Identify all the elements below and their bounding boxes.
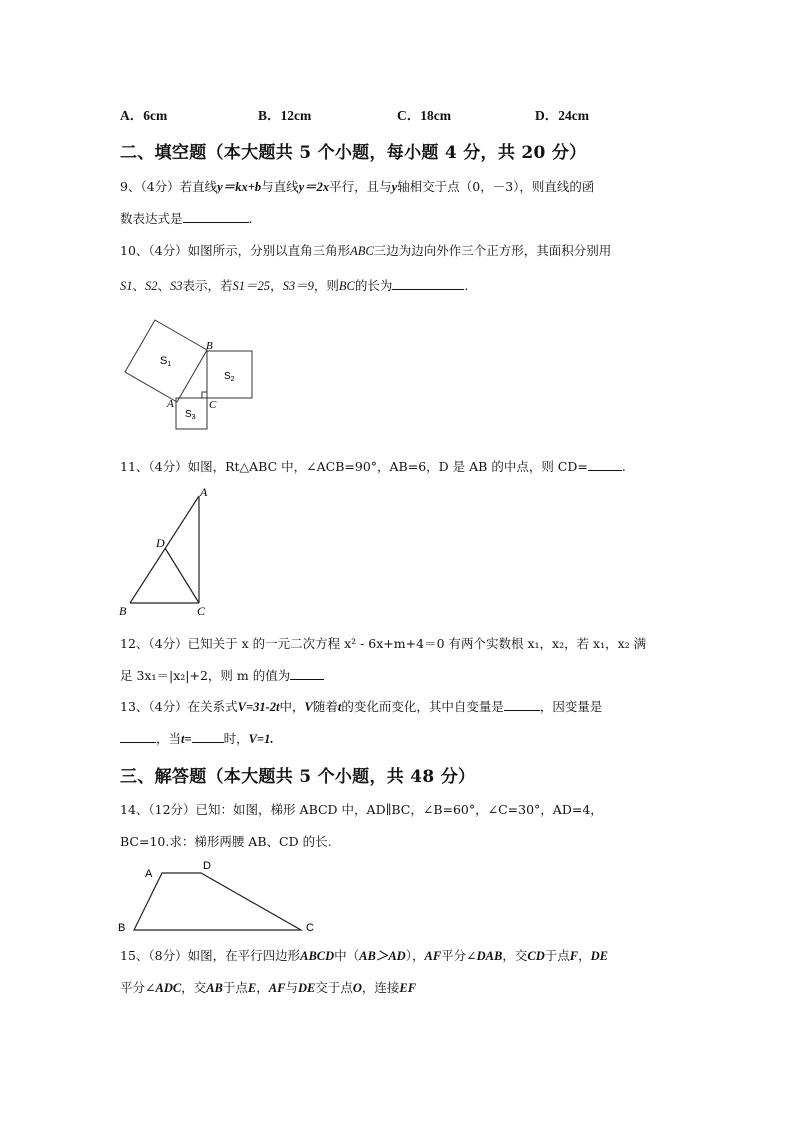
q13-blank-independent[interactable] — [504, 698, 540, 711]
q10-sep-2: 、 — [157, 278, 171, 293]
q9-text-3: 平行，且与 — [329, 179, 392, 194]
q12-answer-blank[interactable] — [290, 667, 324, 680]
q15-formula-8: ADC — [155, 981, 182, 995]
label-s3: $S_3$ — [185, 409, 196, 421]
q13-formula-3: t — [337, 700, 342, 714]
q10-text-4: ，则 — [313, 278, 339, 293]
question-14-line-2: BC=10.求：梯形两腰 AB、CD 的长. — [120, 834, 332, 849]
q13-formula-5: V=1. — [248, 732, 274, 746]
q10-formula-s3: S3＝9 — [282, 279, 314, 293]
question-12-line-1: 12、（4分）已知关于 x 的一元二次方程 x² - 6x+m+4＝0 有两个实数根 x₁，x₂，若 x₁，x₂ 满 — [120, 636, 647, 651]
q15-formula-6: F — [569, 949, 579, 963]
q13-blank-dependent[interactable] — [120, 730, 156, 743]
q10-formula-bc: BC — [338, 279, 355, 293]
q15-text-2: 中（ — [334, 948, 360, 963]
label-a: A — [167, 398, 174, 410]
q9-formula-2: y＝2x — [298, 180, 330, 194]
question-10-line-2 — [120, 276, 468, 294]
q15-formula-4: DAB — [476, 949, 503, 963]
label-d: D — [156, 536, 165, 550]
q10-end: . — [464, 278, 469, 293]
question-10-line-1 — [120, 241, 611, 259]
section-2-title: 二、填空题（本大题共 5 个小题，每小题 4 分，共 20 分） — [120, 143, 587, 163]
q13-formula-2: V — [304, 700, 313, 714]
q13-formula-1: V=31-2t — [237, 700, 280, 714]
q9-formula-3: y — [391, 180, 398, 194]
q9-end: . — [248, 211, 253, 226]
q13-text-4: 的变化而变化，其中自变量是 — [341, 699, 504, 714]
q15-text-8: 平分∠ — [120, 980, 156, 995]
q15-text-9: ，交 — [181, 980, 207, 995]
q13-text-3: 随着 — [312, 699, 338, 714]
q13-text-6: ，当 — [156, 731, 182, 746]
label-c: C — [306, 922, 314, 934]
q13-text-5: ，因变量是 — [539, 699, 603, 714]
q9-answer-blank[interactable] — [183, 210, 249, 223]
segment-cd — [165, 548, 199, 603]
q15-formula-2: AB＞AD — [359, 949, 406, 963]
q15-text-7: ， — [578, 948, 591, 963]
choice-c: C．18cm — [397, 108, 451, 123]
section-3-title: 三、解答题（本大题共 5 个小题，共 48 分） — [120, 767, 476, 787]
q15-formula-9: AB — [206, 981, 223, 995]
q10-s3: S3 — [170, 279, 183, 293]
q15-formula-3: AF — [424, 949, 442, 963]
q10-answer-blank[interactable] — [392, 277, 464, 290]
label-a: A — [200, 485, 208, 499]
q9-text-5: 数表达式是 — [120, 211, 183, 226]
label-c: C — [209, 399, 217, 411]
trapezoid-abcd — [134, 873, 301, 930]
q10-formula-s1: S1＝25 — [232, 279, 271, 293]
q13-text-7: 时， — [223, 731, 249, 746]
q10-s1: S1 — [120, 279, 133, 293]
q15-formula-11: AF — [268, 981, 286, 995]
q10-text-5: 的长为 — [354, 278, 393, 293]
q10-sep-3: ， — [270, 278, 283, 293]
q9-text-1: 9、（4分）若直线 — [120, 179, 218, 194]
question-11-line-1 — [120, 457, 626, 475]
question-14-line-1: 14、（12分）已知：如图，梯形 ABCD 中，AD∥BC，∠B=60°，∠C=30°，AD=4， — [120, 802, 603, 817]
label-b: B — [119, 604, 127, 618]
label-a: A — [145, 868, 153, 880]
q9-formula-1: y＝kx+b — [217, 180, 262, 194]
label-b: B — [118, 922, 126, 934]
question-13-line-1 — [120, 697, 602, 715]
q15-text-12: 与 — [285, 980, 298, 995]
q11-end: . — [621, 459, 626, 474]
q15-text-5: ，交 — [502, 948, 528, 963]
q15-formula-10: E — [247, 981, 257, 995]
q15-text-6: 于点 — [544, 948, 570, 963]
q9-text-4: 轴相交于点（0，－3），则直线的函 — [397, 179, 595, 194]
right-angle-mark — [202, 392, 207, 398]
choice-a: A．6cm — [120, 108, 168, 123]
q13-blank-t[interactable] — [192, 730, 224, 743]
q15-text-10: 于点 — [222, 980, 248, 995]
q15-text-14: ，连接 — [361, 980, 400, 995]
label-d: D — [203, 860, 211, 872]
question-12-line-2 — [120, 666, 324, 684]
label-s1: S1 — [160, 355, 172, 368]
q13-text-1: 13、（4分）在关系式 — [120, 699, 238, 714]
question-9-line-2 — [120, 209, 253, 227]
q9-text-2: 与直线 — [261, 179, 299, 194]
q10-squares-figure — [120, 312, 260, 437]
q15-text-3: ）， — [405, 948, 425, 963]
q15-text-13: 交于点 — [315, 980, 353, 995]
label-s2: $S_2$ — [224, 371, 235, 383]
choice-b: B．12cm — [258, 108, 312, 123]
label-b: B — [206, 340, 213, 352]
q10-text-2: 三边为边向外作三个正方形，其面积分别用 — [373, 243, 612, 258]
q14-trapezoid-figure — [114, 855, 324, 937]
q11-triangle-figure — [115, 484, 215, 619]
choice-d: D．24cm — [535, 108, 589, 123]
q15-formula-12: DE — [297, 981, 316, 995]
q10-s2: S2 — [145, 279, 158, 293]
q11-answer-blank[interactable] — [588, 458, 622, 471]
q10-sep-1: 、 — [132, 278, 146, 293]
q13-text-2: 中， — [279, 699, 305, 714]
q15-text-1: 15、（8分）如图，在平行四边形 — [120, 948, 301, 963]
q10-formula-abc: ABC — [350, 244, 374, 258]
q15-formula-1: ABCD — [300, 949, 335, 963]
q15-formula-13: O — [352, 981, 362, 995]
q11-text: 11、（4分）如图，Rt△ABC 中，∠ACB=90°，AB=6，D 是 AB 的中点，则 CD= — [120, 459, 588, 474]
q10-text-1: 10、（4分）如图所示，分别以直角三角形 — [120, 243, 351, 258]
q15-formula-7: DE — [590, 949, 608, 963]
label-c: C — [197, 604, 206, 618]
q10-text-3: 表示，若 — [182, 278, 233, 293]
question-15-line-2 — [120, 978, 416, 996]
q15-formula-5: CD — [527, 949, 545, 963]
question-15-line-1 — [120, 946, 608, 964]
q15-formula-14: EF — [399, 981, 417, 995]
q15-text-4: 平分∠ — [441, 948, 477, 963]
q12-text: 足 3x₁＝|x₂|+2，则 m 的值为 — [120, 668, 291, 683]
q15-text-11: ， — [256, 980, 269, 995]
q13-formula-4: t= — [181, 732, 192, 746]
question-13-line-2 — [120, 729, 273, 747]
question-9-line-1 — [120, 177, 594, 195]
